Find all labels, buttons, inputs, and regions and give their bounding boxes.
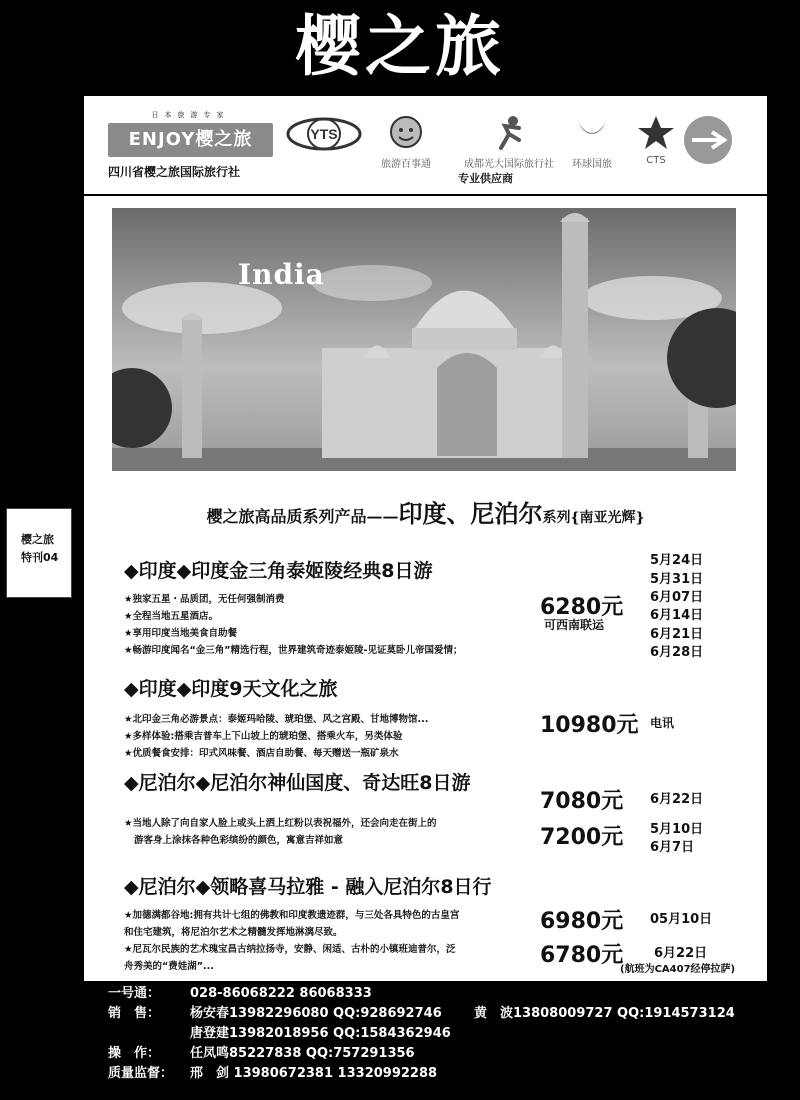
product-bullet: ★全程当地五星酒店。	[124, 611, 219, 622]
product-india-culture	[124, 674, 428, 762]
product-bullet: 和住宅建筑，将尼泊尔艺术之精髓发挥地淋漓尽致。	[124, 927, 343, 938]
series-heading: 樱之旅高品质系列产品——印度、尼泊尔系列{南亚光辉}	[206, 499, 645, 528]
quality-contact: 邢 剑 13980672381 13320992288	[190, 1066, 438, 1081]
quality-row: 质量监督： 邢 剑 13980672381 13320992288	[84, 1064, 774, 1084]
sales-contact: 黄 波13808009727 QQ:1914573124	[474, 1006, 735, 1021]
supplier-name: 环球国旅	[572, 159, 612, 170]
supplier-label: 专业供应商	[458, 172, 513, 185]
departure-date: 6月22日	[650, 792, 704, 807]
sales-contact: 杨安春13982296080 QQ:928692746	[190, 1006, 442, 1021]
mascot-icon	[376, 114, 436, 170]
departure-date: 6月28日	[650, 645, 704, 660]
flyer-header	[84, 96, 767, 196]
supplier-name: 旅游百事通	[381, 159, 431, 170]
star-icon	[636, 114, 676, 166]
product-title: ◆印度◆印度9天文化之旅	[124, 678, 338, 700]
product-price: 10980元	[540, 713, 639, 738]
supplier-name: CTS	[646, 155, 666, 166]
product-price: 7080元	[540, 789, 624, 814]
product-price: 6980元	[540, 909, 624, 934]
departure-date: 6月14日	[650, 608, 704, 623]
globe-airline-icon	[284, 114, 364, 157]
svg-text:YTS: YTS	[310, 126, 338, 142]
departure-date: 6月7日	[650, 840, 695, 855]
airplane-icon	[682, 114, 734, 169]
product-bullet: ★加德满都谷地:拥有共计七组的佛教和印度教遗迹群，与三处各具特色的古皇宫	[124, 910, 460, 921]
runner-icon	[464, 114, 554, 170]
product-nepal-chitwan	[124, 768, 470, 849]
agency-brand	[108, 110, 273, 180]
product-title: ◆尼泊尔◆领略喜马拉雅 - 融入尼泊尔8日行	[124, 876, 492, 898]
product-bullet: ★当地人除了向自家人脸上或头上洒上红粉以表祝福外，还会向走在街上的	[124, 818, 437, 829]
product-bullet: ★畅游印度闻名“金三角”精选行程，世界建筑奇迹泰姬陵-见证莫卧儿帝国爱情；	[124, 645, 463, 656]
hotline-number: 028-86068222 86068333	[190, 986, 372, 1001]
agency-name: 四川省樱之旅国际旅行社	[108, 165, 241, 179]
product-note: 可西南联运	[544, 618, 605, 632]
departure-date: 5月10日	[650, 822, 704, 837]
contact-block	[84, 984, 774, 1084]
product-india-golden-triangle	[124, 556, 462, 659]
flyer-sheet	[84, 96, 767, 981]
sales-contact: 唐登建13982018956 QQ:1584362946	[190, 1026, 451, 1041]
operations-row: 操 作： 任凤鸣85227838 QQ:757291356	[84, 1044, 774, 1064]
departure-date: 5月31日	[650, 572, 704, 587]
product-bullet: ★独家五星・品质团，无任何强制消费	[124, 594, 285, 605]
departure-date: 6月22日	[654, 946, 708, 961]
crown-icon	[562, 114, 622, 170]
issue-tag	[6, 508, 72, 598]
sales-row-2	[84, 1024, 774, 1044]
product-bullet: ★尼瓦尔民族的艺术瑰宝昌古纳拉扬寺，安静、闲适、古朴的小镇班迪普尔，泛	[124, 944, 456, 955]
sales-row: 销 售： 杨安春13982296080 QQ:928692746 黄 波13808009727 QQ:1914573124	[84, 1004, 774, 1024]
flight-note: (航班为CA407经停拉萨)	[620, 964, 736, 975]
taj-mahal-illustration	[112, 208, 736, 471]
supplier-name: 成都光大国际旅行社	[464, 159, 554, 170]
supplier-logos	[284, 110, 744, 170]
brand-logo: ENJOY樱之旅	[108, 123, 273, 157]
masthead-title: 樱之旅	[295, 7, 505, 85]
product-price: 6280元	[540, 595, 624, 620]
issue-brand: 樱之旅	[21, 533, 54, 546]
product-nepal-himalaya	[124, 872, 492, 975]
departure-date: 6月21日	[650, 627, 704, 642]
product-bullet: 舟秀美的“费娃湖”...	[124, 961, 214, 972]
product-note: 电讯	[650, 716, 675, 730]
destination-caption: India	[238, 258, 325, 291]
brand-tagline: 日本旅游专家	[151, 111, 230, 119]
issue-number: 特刊04	[21, 551, 59, 564]
product-bullet: ★多样体验:搭乘吉普车上下山坡上的琥珀堡、搭乘火车，另类体验	[124, 731, 403, 742]
product-price: 6780元	[540, 943, 624, 968]
product-title: ◆印度◆印度金三角泰姬陵经典8日游	[124, 560, 433, 582]
product-bullet: ★北印金三角必游景点：泰姬玛哈陵、琥珀堡、风之宫殿、甘地博物馆...	[124, 714, 429, 725]
departure-date: 5月24日	[650, 553, 704, 568]
departure-date: 05月10日	[650, 912, 713, 927]
product-price: 7200元	[540, 825, 624, 850]
taj-mahal-photo	[112, 208, 736, 471]
operations-contact: 任凤鸣85227838 QQ:757291356	[190, 1046, 415, 1061]
product-bullet: ★优质餐食安排：印式风味餐、酒店自助餐、每天赠送一瓶矿泉水	[124, 748, 399, 759]
hotline-row: 一号通： 028-86068222 86068333	[84, 984, 774, 1004]
departure-date: 6月07日	[650, 590, 704, 605]
product-title: ◆尼泊尔◆尼泊尔神仙国度、奇达旺8日游	[124, 772, 471, 794]
product-bullet: 游客身上涂抹各种色彩缤纷的颜色，寓意吉祥如意	[134, 835, 344, 846]
product-bullet: ★享用印度当地美食自助餐	[124, 628, 238, 639]
